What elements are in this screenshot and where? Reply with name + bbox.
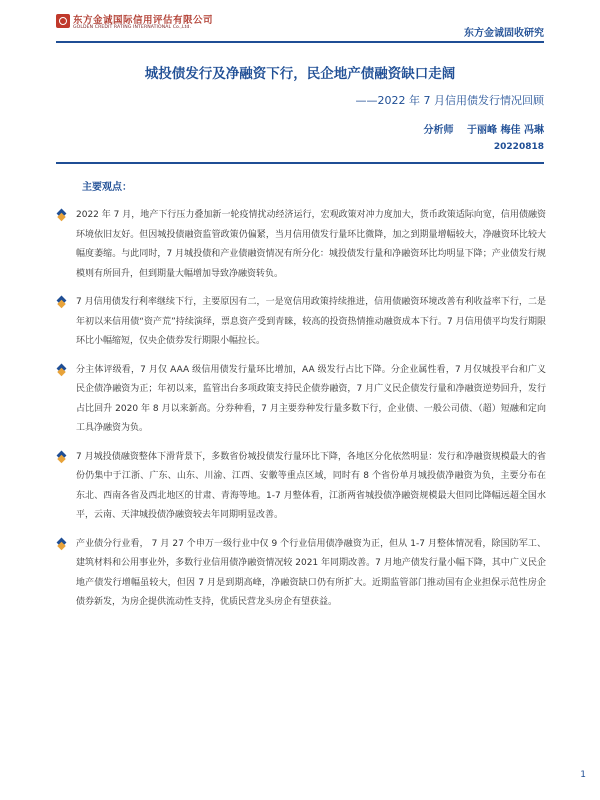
report-title: 城投债发行及净融资下行，民企地产债融资缺口走阔 [144, 66, 456, 82]
section-heading: 主要观点： [82, 182, 132, 193]
key-points-list [58, 204, 546, 622]
header-divider [56, 41, 544, 43]
company-name-cn: 东方金诚国际信用评估有限公司 [73, 15, 214, 26]
diamond-bullet-icon [57, 209, 67, 219]
list-item [58, 206, 546, 284]
list-item [58, 448, 546, 526]
company-name-en: GOLDEN CREDIT RATING INTERNATIONAL Co.,Ltd. [73, 25, 192, 30]
diamond-bullet-icon [57, 363, 67, 373]
brand-name: 东方金诚固收研究 [464, 28, 544, 39]
page-header [0, 0, 600, 44]
analyst-names: 于丽峰 梅佳 冯琳 [467, 125, 544, 136]
diamond-bullet-icon [57, 296, 67, 306]
point-text: 分主体评级看，7 月仅 AAA 级信用债发行量环比增加，AA 级发行占比下降。分企业属性看，7 月仅城投平台和广义民企债净融资为正；年初以来，监管出台多项政策支持民企债券融资，7 月广义民企债发行量和净融资逆势回升，发行占比回升 2020 年 8 月以来新高。分券种看，7 月主要券种发行量多数下行，企业债、一般公司债、（超）短融和定向工具净融资为负。 [76, 364, 546, 433]
analyst-label: 分析师 [423, 125, 454, 136]
point-text: 产业债分行业看， 7 月 27 个申万一级行业中仅 9 个行业信用债净融资为正，但从 1-7 月整体情况看，除国防军工、建筑材料和公用事业外，多数行业信用债净融资情况较 2021 年同期改善。7 月地产债发行量小幅下降，其中广义民企地产债发行增幅虽较大，但因 7 月是到期高峰，净融资缺口仍有所扩大。近期监管部门推动国有企业担保示范性房企债券新发，为房企提供流动性支持，优质民营龙头房企有望获益。 [76, 538, 546, 607]
company-logo-icon [56, 14, 70, 28]
page-number: 1 [580, 770, 586, 780]
diamond-bullet-icon [57, 537, 67, 547]
point-text: 7 月城投债融资整体下滑背景下，多数省份城投债发行量环比下降，各地区分化依然明显：发行和净融资规模最大的省份仍集中于江浙、广东、山东、川渝、江西、安徽等重点区域，同时有 8 个省份单月城投债净融资为负，主要分布在东北、西南各省及西北地区的甘肃、青海等地。1-7 月整体看，江浙两省城投债净融资规模最大但同比降幅远超全国水平，云南、天津城投债净融资较去年同期明显改善。 [76, 451, 546, 520]
list-item [58, 535, 546, 613]
point-text: 2022 年 7 月，地产下行压力叠加新一轮疫情扰动经济运行，宏观政策对冲力度加大，货币政策适际向宽，信用债融资环境依旧友好。但因城投债融资监管政策仍偏紧，当月信用债发行量环比微降，加之到期量增幅较大，净融资环比较大幅度萎缩。与此同时，7 月城投债和产业债融资情况有所分化：城投债发行量和净融资环比均明显下降；产业债发行规模则有所回升，但到期量大幅增加导致净融资转负。 [76, 210, 546, 279]
diamond-bullet-icon [57, 450, 67, 460]
list-item [58, 361, 546, 439]
section-divider [56, 162, 544, 164]
analyst-line [424, 121, 544, 136]
report-subtitle: ——2022 年 7 月信用债发行情况回顾 [355, 94, 544, 107]
point-text: 7 月信用债发行利率继续下行，主要原因有二，一是宽信用政策持续推进，信用债融资环境改善有利收益率下行，二是年初以来信用债“资产荒”持续演绎，票息资产受到青睐，较高的投资热情推动融资成本下行。7 月信用债平均发行期限环比小幅缩短，仅央企债券发行期限小幅拉长。 [76, 297, 546, 346]
report-date: 20220818 [493, 142, 544, 152]
list-item [58, 293, 546, 352]
